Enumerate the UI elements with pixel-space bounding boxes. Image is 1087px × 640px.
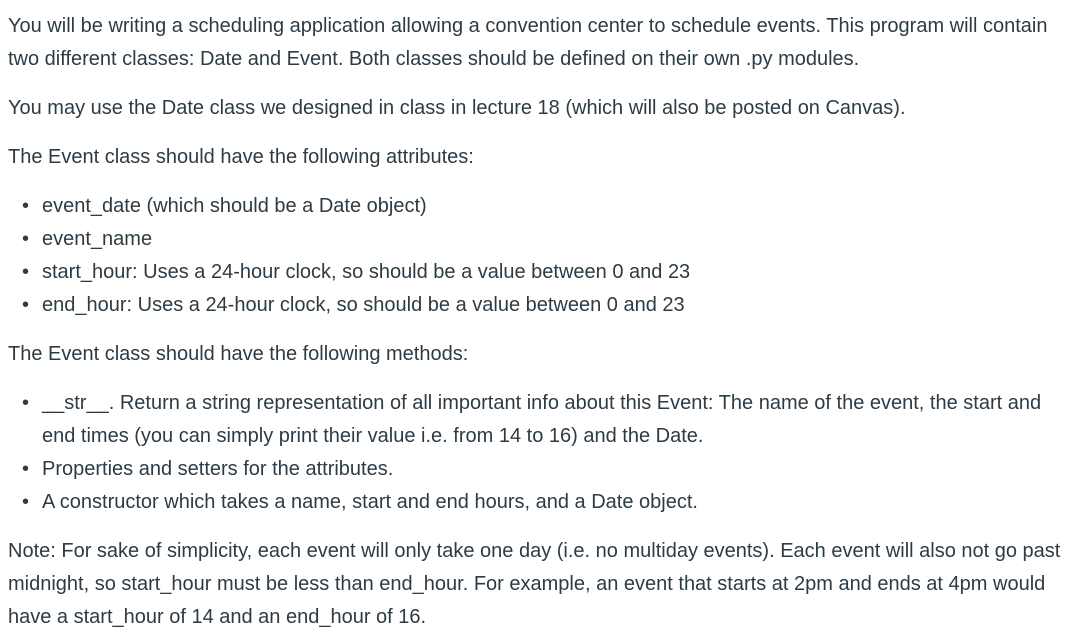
methods-list <box>8 387 1080 519</box>
method-item-str: • __str__. Return a string representation of all important info about this Event: The name of the event, the start and end times (you can simply print their value i.e. from 14 to 16) and the Date. <box>8 387 1080 453</box>
date-class-paragraph: You may use the Date class we designed in class in lecture 18 (which will also be posted on Canvas). <box>8 97 906 119</box>
intro-paragraph: You will be writing a scheduling application allowing a convention center to schedule events. This program will contain two different classes: Date and Event. Both classes should be defined on their own .py modules. <box>8 15 1048 70</box>
method-item-constructor: • A constructor which takes a name, start and end hours, and a Date object. <box>8 486 1080 519</box>
attribute-item-start-hour: • start_hour: Uses a 24-hour clock, so should be a value between 0 and 23 <box>8 256 1080 289</box>
assignment-content <box>8 10 1080 634</box>
methods-heading: The Event class should have the following methods: <box>8 343 469 365</box>
attribute-item-event-date: • event_date (which should be a Date object) <box>8 190 1080 223</box>
attribute-item-event-name: • event_name <box>8 223 1080 256</box>
attributes-list <box>8 190 1080 322</box>
note-paragraph: Note: For sake of simplicity, each event will only take one day (i.e. no multiday events). Each event will also not go past midnight, so start_hour must be less than end_hour. For example, an event that starts at 2pm and ends at 4pm would have a start_hour of 14 and an end_hour of 16. <box>8 540 1061 628</box>
method-item-properties: • Properties and setters for the attributes. <box>8 453 1080 486</box>
attributes-heading: The Event class should have the following attributes: <box>8 146 474 168</box>
attribute-item-end-hour: • end_hour: Uses a 24-hour clock, so should be a value between 0 and 23 <box>8 289 1080 322</box>
